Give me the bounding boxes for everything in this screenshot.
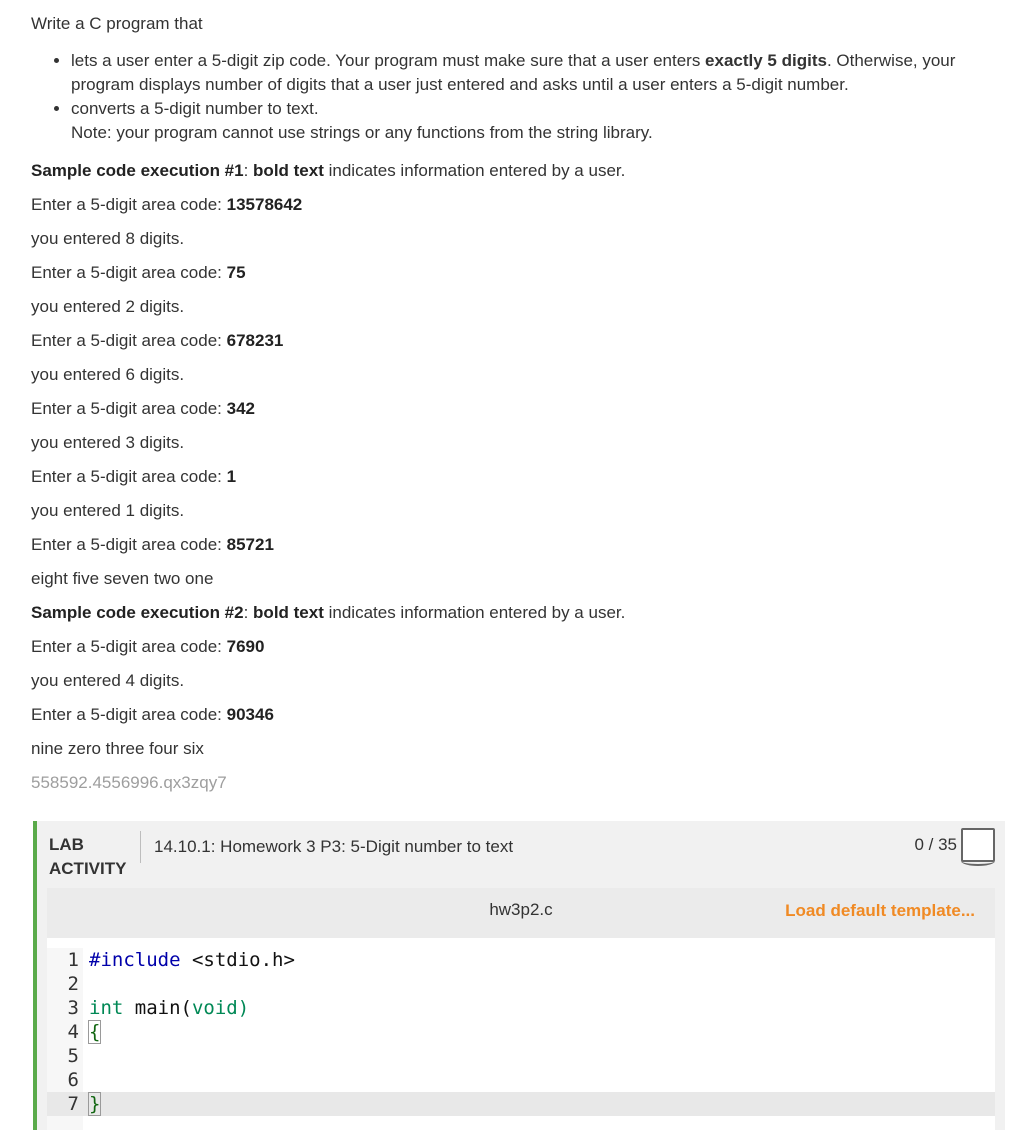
prompt-text: Enter a 5-digit area code: bbox=[31, 331, 227, 350]
output-line: you entered 4 digits. bbox=[31, 671, 185, 690]
user-input: 678231 bbox=[226, 331, 284, 350]
sample-desc: indicates information entered by a user. bbox=[323, 603, 626, 622]
activity-hash: 558592.4556996.qx3zqy7 bbox=[31, 773, 227, 792]
code-line[interactable] bbox=[47, 972, 995, 996]
score-display: 0 / 35 bbox=[914, 835, 957, 854]
sample-run-1 bbox=[31, 193, 1011, 591]
user-input: 1 bbox=[226, 467, 237, 486]
close-brace: } bbox=[89, 1093, 101, 1115]
include-target: <stdio.h> bbox=[180, 949, 295, 971]
output-line: you entered 1 digits. bbox=[31, 501, 185, 520]
prompt-line bbox=[31, 261, 1011, 285]
prompt-line bbox=[31, 329, 1011, 353]
line-number: 7 bbox=[67, 1093, 79, 1115]
task-item bbox=[71, 97, 1011, 145]
sample-title: Sample code execution #1 bbox=[31, 161, 244, 180]
user-input: 13578642 bbox=[226, 195, 303, 214]
output-line: you entered 8 digits. bbox=[31, 229, 185, 248]
output-line: eight five seven two one bbox=[31, 569, 214, 588]
prompt-line bbox=[31, 703, 1011, 727]
function-name: main( bbox=[123, 997, 192, 1019]
line-number: 5 bbox=[67, 1045, 79, 1067]
prompt-text: Enter a 5-digit area code: bbox=[31, 263, 227, 282]
prompt-text: Enter a 5-digit area code: bbox=[31, 467, 227, 486]
editor-toolbar bbox=[47, 888, 995, 938]
user-input: 90346 bbox=[226, 705, 274, 724]
code-text[interactable] bbox=[89, 1020, 100, 1044]
header-divider bbox=[140, 831, 141, 863]
prompt-line bbox=[31, 635, 1011, 659]
sample-desc: indicates information entered by a user. bbox=[323, 161, 626, 180]
code-line[interactable] bbox=[47, 948, 995, 972]
line-number: 4 bbox=[67, 1021, 79, 1043]
output-line: you entered 2 digits. bbox=[31, 297, 185, 316]
type-keyword: int bbox=[89, 997, 124, 1019]
paren: ) bbox=[237, 997, 250, 1019]
completion-badge-icon bbox=[961, 828, 995, 862]
code-line[interactable] bbox=[47, 1020, 995, 1044]
code-line[interactable] bbox=[47, 996, 995, 1020]
task-text: converts a 5-digit number to text. bbox=[71, 99, 319, 118]
prompt-line bbox=[31, 533, 1011, 557]
task-item bbox=[71, 49, 1011, 97]
lab-title: 14.10.1: Homework 3 P3: 5-Digit number to text bbox=[154, 837, 514, 856]
lab-header bbox=[37, 821, 1005, 878]
lab-activity-panel bbox=[33, 821, 1005, 1130]
sample-run-2 bbox=[31, 635, 1011, 761]
lab-activity-label: LAB ACTIVITY bbox=[49, 835, 127, 878]
output-line: you entered 6 digits. bbox=[31, 365, 185, 384]
task-note: Note: your program cannot use strings or any functions from the string library. bbox=[71, 123, 653, 142]
problem-statement bbox=[31, 0, 1011, 805]
sample-title: Sample code execution #2 bbox=[31, 603, 244, 622]
prompt-text: Enter a 5-digit area code: bbox=[31, 637, 227, 656]
code-text[interactable] bbox=[89, 1092, 100, 1116]
prompt-text: Enter a 5-digit area code: bbox=[31, 705, 227, 724]
code-line[interactable] bbox=[47, 1044, 995, 1068]
preprocessor-keyword: #include bbox=[89, 949, 181, 971]
sample-heading bbox=[31, 159, 1011, 183]
type-keyword: void bbox=[191, 997, 238, 1019]
prompt-line bbox=[31, 193, 1011, 217]
separator: : bbox=[243, 161, 254, 180]
intro-text: Write a C program that bbox=[31, 14, 203, 33]
code-area[interactable] bbox=[47, 948, 995, 1116]
prompt-text: Enter a 5-digit area code: bbox=[31, 195, 227, 214]
file-name: hw3p2.c bbox=[489, 900, 553, 919]
sample-heading bbox=[31, 601, 1011, 625]
line-number: 3 bbox=[67, 997, 79, 1019]
load-default-template-button[interactable]: Load default template... bbox=[785, 901, 975, 920]
code-line[interactable] bbox=[47, 1068, 995, 1092]
code-editor[interactable] bbox=[47, 888, 995, 1130]
user-input: 75 bbox=[226, 263, 246, 282]
code-text[interactable] bbox=[89, 996, 249, 1020]
line-number: 2 bbox=[67, 973, 79, 995]
bold-text-label: bold text bbox=[253, 161, 324, 180]
user-input: 85721 bbox=[226, 535, 274, 554]
line-number: 6 bbox=[67, 1069, 79, 1091]
task-list bbox=[31, 49, 1011, 145]
user-input: 342 bbox=[226, 399, 255, 418]
task-text: . Otherwise, your program displays number of digits that a user just entered and asks until a user enters a 5-digit number. bbox=[71, 51, 956, 94]
bold-text-label: bold text bbox=[253, 603, 324, 622]
separator: : bbox=[243, 603, 254, 622]
task-text: lets a user enter a 5-digit zip code. Your program must make sure that a user enters bbox=[71, 51, 706, 70]
task-emphasis: exactly 5 digits bbox=[705, 51, 827, 70]
prompt-text: Enter a 5-digit area code: bbox=[31, 535, 227, 554]
prompt-text: Enter a 5-digit area code: bbox=[31, 399, 227, 418]
prompt-line bbox=[31, 465, 1011, 489]
output-line: nine zero three four six bbox=[31, 739, 204, 758]
line-number: 1 bbox=[67, 949, 79, 971]
code-text[interactable] bbox=[89, 948, 295, 972]
output-line: you entered 3 digits. bbox=[31, 433, 185, 452]
code-line-active[interactable] bbox=[47, 1092, 995, 1116]
user-input: 7690 bbox=[226, 637, 265, 656]
open-brace: { bbox=[89, 1021, 101, 1043]
prompt-line bbox=[31, 397, 1011, 421]
